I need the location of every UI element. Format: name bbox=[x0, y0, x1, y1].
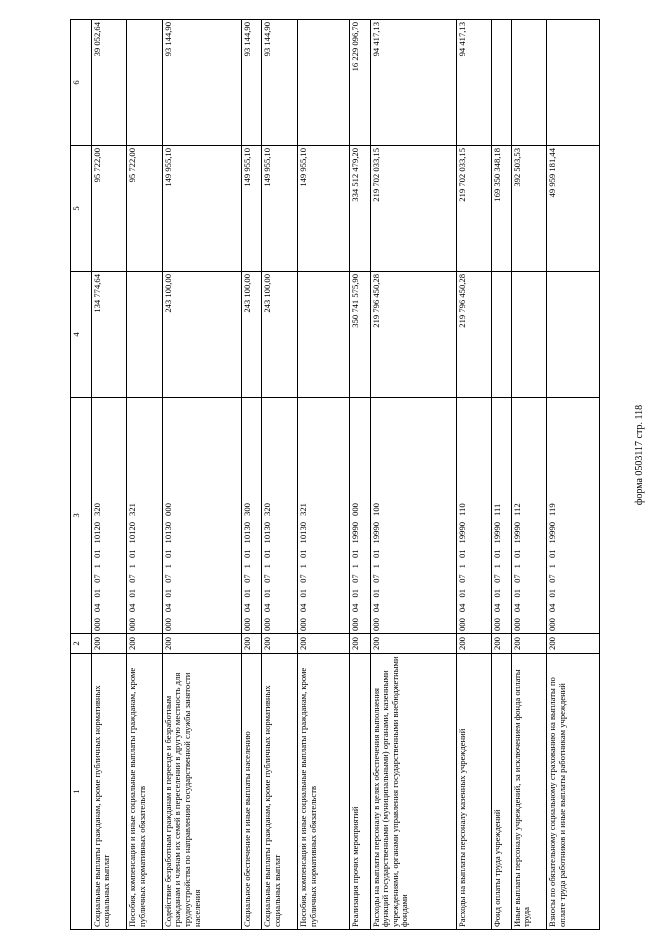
budget-code-segment: 1 bbox=[91, 564, 102, 569]
budget-code-segment: 111 bbox=[491, 503, 502, 516]
row-line-code-cell: 200 bbox=[456, 634, 491, 654]
budget-code-segment: 000 bbox=[456, 618, 467, 631]
budget-code-segment: 000 bbox=[91, 618, 102, 631]
row-budget-code-cell bbox=[370, 398, 456, 634]
row-name-cell: Расходы на выплаты персоналу в целях обеспечения выполнения функций государственными (муниципальными) органами, казенными учреждениями, органами управления государственными внебюджетными фондами bbox=[370, 654, 456, 930]
row-executed-cell: 149 955,10 bbox=[262, 146, 297, 272]
budget-code-segment: 07 bbox=[127, 574, 138, 583]
table-row bbox=[511, 20, 546, 930]
row-executed-cell: 149 955,10 bbox=[162, 146, 242, 272]
budget-code-segment: 1 bbox=[547, 564, 558, 569]
header-cell: 3 bbox=[71, 398, 92, 634]
budget-code-segment: 01 bbox=[262, 549, 273, 559]
budget-code-segment: 000 bbox=[491, 618, 502, 631]
row-approved-cell: 134 774,64 bbox=[91, 272, 126, 398]
budget-code-segment: 112 bbox=[511, 503, 522, 516]
row-executed-cell: 334 512 479,20 bbox=[350, 146, 370, 272]
budget-code-segment: 01 bbox=[350, 588, 361, 598]
row-name-cell: Пособия, компенсации и иные социальные выплаты гражданам, кроме публичных нормативных обязательств bbox=[297, 654, 350, 930]
budget-code-segment: 1 bbox=[370, 564, 381, 569]
budget-code-segment: 04 bbox=[491, 603, 502, 613]
report-table-frame bbox=[70, 20, 600, 930]
budget-code-segment: 07 bbox=[511, 574, 522, 583]
budget-code bbox=[243, 400, 253, 631]
budget-code-segment: 01 bbox=[162, 549, 173, 559]
budget-code-segment: 19990 bbox=[547, 521, 558, 544]
budget-code-segment: 10130 bbox=[262, 521, 273, 544]
row-line-code-cell: 200 bbox=[242, 634, 262, 654]
row-approved-cell: 243 100,00 bbox=[162, 272, 242, 398]
budget-code-segment: 01 bbox=[456, 549, 467, 559]
row-unexecuted-cell bbox=[511, 20, 546, 146]
budget-code-segment: 01 bbox=[297, 588, 308, 598]
budget-code-segment: 01 bbox=[511, 588, 522, 598]
row-name-cell: Реализация прочих мероприятий bbox=[350, 654, 370, 930]
table-row bbox=[370, 20, 456, 930]
table-row bbox=[297, 20, 350, 930]
row-name-cell: Фонд оплаты труда учреждений bbox=[491, 654, 511, 930]
budget-code-segment: 000 bbox=[547, 618, 558, 631]
budget-code-segment: 1 bbox=[456, 564, 467, 569]
row-executed-cell: 149 955,10 bbox=[242, 146, 262, 272]
table-row bbox=[262, 20, 297, 930]
budget-code bbox=[493, 400, 503, 631]
budget-code-segment: 10130 bbox=[242, 521, 253, 544]
budget-code-segment: 01 bbox=[511, 549, 522, 559]
row-name-cell: Взносы по обязательному социальному страхованию на выплаты по оплате труда работников и иные выплаты работникам учреждений bbox=[547, 654, 600, 930]
budget-code bbox=[263, 400, 273, 631]
row-unexecuted-cell: 93 144,90 bbox=[162, 20, 242, 146]
row-unexecuted-cell: 94 417,13 bbox=[456, 20, 491, 146]
budget-code-segment: 10120 bbox=[91, 521, 102, 544]
budget-code-segment: 100 bbox=[370, 503, 381, 516]
row-approved-cell: 243 100,00 bbox=[262, 272, 297, 398]
row-unexecuted-cell bbox=[491, 20, 511, 146]
row-budget-code-cell bbox=[547, 398, 600, 634]
row-budget-code-cell bbox=[350, 398, 370, 634]
budget-code-segment: 1 bbox=[297, 564, 308, 569]
row-executed-cell: 95 722,00 bbox=[91, 146, 126, 272]
budget-code-segment: 04 bbox=[162, 603, 173, 613]
header-cell: 1 bbox=[71, 654, 92, 930]
row-unexecuted-cell bbox=[297, 20, 350, 146]
budget-code-segment: 1 bbox=[491, 564, 502, 569]
row-name-cell: Пособия, компенсации и иные социальные выплаты гражданам, кроме публичных нормативных обязательств bbox=[127, 654, 162, 930]
budget-code-segment: 07 bbox=[91, 574, 102, 583]
budget-code-segment: 01 bbox=[456, 588, 467, 598]
row-unexecuted-cell: 94 417,13 bbox=[370, 20, 456, 146]
budget-code-segment: 01 bbox=[370, 588, 381, 598]
row-name-cell: Содействие безработным гражданам в переезде и безработным гражданам и членам их семей в переселении в другую местность для трудоустройства по направлению государственной службы занятости населения bbox=[162, 654, 242, 930]
header-cell: 5 bbox=[71, 146, 92, 272]
header-cell: 4 bbox=[71, 272, 92, 398]
budget-code-segment: 04 bbox=[350, 603, 361, 613]
table-row bbox=[350, 20, 370, 930]
budget-code-segment: 04 bbox=[511, 603, 522, 613]
table-body bbox=[71, 20, 600, 930]
budget-code-segment: 1 bbox=[242, 564, 253, 569]
budget-code-segment: 321 bbox=[297, 503, 308, 516]
budget-code-segment: 300 bbox=[242, 503, 253, 516]
budget-code-segment: 04 bbox=[242, 603, 253, 613]
budget-code-segment: 01 bbox=[547, 549, 558, 559]
budget-code bbox=[93, 400, 103, 631]
row-approved-cell bbox=[491, 272, 511, 398]
row-line-code-cell: 200 bbox=[511, 634, 546, 654]
budget-code-segment: 10120 bbox=[127, 521, 138, 544]
budget-code-segment: 19990 bbox=[456, 521, 467, 544]
budget-code-segment: 000 bbox=[511, 618, 522, 631]
budget-code bbox=[164, 400, 174, 631]
row-unexecuted-cell: 16 229 096,70 bbox=[350, 20, 370, 146]
row-unexecuted-cell: 93 144,90 bbox=[242, 20, 262, 146]
budget-code-segment: 000 bbox=[350, 618, 361, 631]
row-executed-cell: 392 503,53 bbox=[511, 146, 546, 272]
row-name-cell: Иные выплаты персоналу учреждений, за исключением фонда оплаты труда bbox=[511, 654, 546, 930]
budget-code-segment: 07 bbox=[242, 574, 253, 583]
budget-code bbox=[128, 400, 138, 631]
budget-code-segment: 19990 bbox=[511, 521, 522, 544]
row-name-cell: Социальное обеспечение и иные выплаты населению bbox=[242, 654, 262, 930]
row-approved-cell bbox=[511, 272, 546, 398]
budget-code-segment: 19990 bbox=[491, 521, 502, 544]
budget-code bbox=[351, 400, 361, 631]
budget-code-segment: 01 bbox=[127, 588, 138, 598]
budget-code bbox=[299, 400, 309, 631]
row-budget-code-cell bbox=[91, 398, 126, 634]
row-budget-code-cell bbox=[511, 398, 546, 634]
budget-code bbox=[513, 400, 523, 631]
budget-code-segment: 01 bbox=[91, 549, 102, 559]
table-row bbox=[127, 20, 162, 930]
row-unexecuted-cell: 39 052,64 bbox=[91, 20, 126, 146]
row-budget-code-cell bbox=[297, 398, 350, 634]
row-line-code-cell: 200 bbox=[127, 634, 162, 654]
budget-code-segment: 01 bbox=[491, 588, 502, 598]
budget-code-segment: 000 bbox=[127, 618, 138, 631]
row-executed-cell: 149 955,10 bbox=[297, 146, 350, 272]
row-approved-cell: 219 796 450,28 bbox=[456, 272, 491, 398]
budget-code-segment: 320 bbox=[91, 503, 102, 516]
budget-code-segment: 07 bbox=[162, 574, 173, 583]
row-budget-code-cell bbox=[162, 398, 242, 634]
row-name-cell: Расходы на выплаты персоналу казенных учреждений bbox=[456, 654, 491, 930]
budget-code-segment: 01 bbox=[91, 588, 102, 598]
budget-code-segment: 01 bbox=[242, 549, 253, 559]
row-executed-cell: 219 702 033,15 bbox=[370, 146, 456, 272]
budget-code-segment: 07 bbox=[350, 574, 361, 583]
row-unexecuted-cell: 93 144,90 bbox=[262, 20, 297, 146]
budget-code bbox=[372, 400, 382, 631]
budget-code-segment: 000 bbox=[370, 618, 381, 631]
budget-code-segment: 320 bbox=[262, 503, 273, 516]
row-approved-cell: 243 100,00 bbox=[242, 272, 262, 398]
budget-code-segment: 01 bbox=[547, 588, 558, 598]
budget-code-segment: 01 bbox=[297, 549, 308, 559]
budget-code-segment: 321 bbox=[127, 503, 138, 516]
budget-code-segment: 000 bbox=[242, 618, 253, 631]
budget-code-segment: 1 bbox=[127, 564, 138, 569]
header-row bbox=[71, 20, 92, 930]
header-cell: 2 bbox=[71, 634, 92, 654]
form-label: форма 0503117 стр. 118 bbox=[634, 404, 645, 506]
budget-code-segment: 07 bbox=[262, 574, 273, 583]
row-approved-cell: 350 741 575,90 bbox=[350, 272, 370, 398]
budget-code-segment: 01 bbox=[370, 549, 381, 559]
row-executed-cell: 169 350 348,18 bbox=[491, 146, 511, 272]
header-cell: 6 bbox=[71, 20, 92, 146]
budget-code-segment: 04 bbox=[262, 603, 273, 613]
budget-code-segment: 000 bbox=[262, 618, 273, 631]
row-line-code-cell: 200 bbox=[262, 634, 297, 654]
budget-code-segment: 01 bbox=[162, 588, 173, 598]
table-row bbox=[162, 20, 242, 930]
row-line-code-cell: 200 bbox=[370, 634, 456, 654]
table-row bbox=[242, 20, 262, 930]
row-unexecuted-cell bbox=[547, 20, 600, 146]
row-line-code-cell: 200 bbox=[350, 634, 370, 654]
budget-code-segment: 01 bbox=[350, 549, 361, 559]
budget-code-segment: 04 bbox=[127, 603, 138, 613]
report-table bbox=[70, 19, 600, 930]
budget-code-segment: 04 bbox=[91, 603, 102, 613]
budget-code-segment: 1 bbox=[262, 564, 273, 569]
row-executed-cell: 219 702 033,15 bbox=[456, 146, 491, 272]
row-line-code-cell: 200 bbox=[547, 634, 600, 654]
budget-code-segment: 19990 bbox=[350, 521, 361, 544]
budget-code-segment: 1 bbox=[162, 564, 173, 569]
budget-code bbox=[458, 400, 468, 631]
row-unexecuted-cell bbox=[127, 20, 162, 146]
budget-code-segment: 07 bbox=[370, 574, 381, 583]
budget-code-segment: 000 bbox=[297, 618, 308, 631]
row-approved-cell bbox=[127, 272, 162, 398]
row-approved-cell bbox=[297, 272, 350, 398]
row-budget-code-cell bbox=[242, 398, 262, 634]
row-budget-code-cell bbox=[127, 398, 162, 634]
row-name-cell: Социальные выплаты гражданам, кроме публичных нормативных социальных выплат bbox=[262, 654, 297, 930]
row-budget-code-cell bbox=[491, 398, 511, 634]
row-name-cell: Социальные выплаты гражданам, кроме публичных нормативных социальных выплат bbox=[91, 654, 126, 930]
row-approved-cell bbox=[547, 272, 600, 398]
budget-code-segment: 10130 bbox=[297, 521, 308, 544]
row-executed-cell: 95 722,00 bbox=[127, 146, 162, 272]
budget-code-segment: 07 bbox=[547, 574, 558, 583]
budget-code-segment: 01 bbox=[491, 549, 502, 559]
budget-code-segment: 119 bbox=[547, 503, 558, 516]
budget-code-segment: 01 bbox=[262, 588, 273, 598]
budget-code-segment: 07 bbox=[456, 574, 467, 583]
budget-code bbox=[548, 400, 558, 631]
budget-code-segment: 000 bbox=[350, 503, 361, 516]
budget-code-segment: 01 bbox=[127, 549, 138, 559]
budget-code-segment: 110 bbox=[456, 503, 467, 516]
row-budget-code-cell bbox=[262, 398, 297, 634]
row-line-code-cell: 200 bbox=[297, 634, 350, 654]
row-approved-cell: 219 796 450,28 bbox=[370, 272, 456, 398]
row-line-code-cell: 200 bbox=[162, 634, 242, 654]
budget-code-segment: 10130 bbox=[162, 521, 173, 544]
budget-code-segment: 1 bbox=[350, 564, 361, 569]
table-row bbox=[547, 20, 600, 930]
budget-code-segment: 07 bbox=[297, 574, 308, 583]
budget-code-segment: 19990 bbox=[370, 521, 381, 544]
budget-code-segment: 04 bbox=[456, 603, 467, 613]
row-budget-code-cell bbox=[456, 398, 491, 634]
row-line-code-cell: 200 bbox=[491, 634, 511, 654]
budget-code-segment: 07 bbox=[491, 574, 502, 583]
table-row bbox=[91, 20, 126, 930]
budget-code-segment: 04 bbox=[547, 603, 558, 613]
table-row bbox=[456, 20, 491, 930]
row-executed-cell: 49 959 181,44 bbox=[547, 146, 600, 272]
budget-code-segment: 01 bbox=[242, 588, 253, 598]
row-line-code-cell: 200 bbox=[91, 634, 126, 654]
budget-code-segment: 04 bbox=[297, 603, 308, 613]
table-row bbox=[491, 20, 511, 930]
budget-code-segment: 000 bbox=[162, 618, 173, 631]
budget-code-segment: 1 bbox=[511, 564, 522, 569]
budget-code-segment: 000 bbox=[162, 503, 173, 516]
budget-code-segment: 04 bbox=[370, 603, 381, 613]
